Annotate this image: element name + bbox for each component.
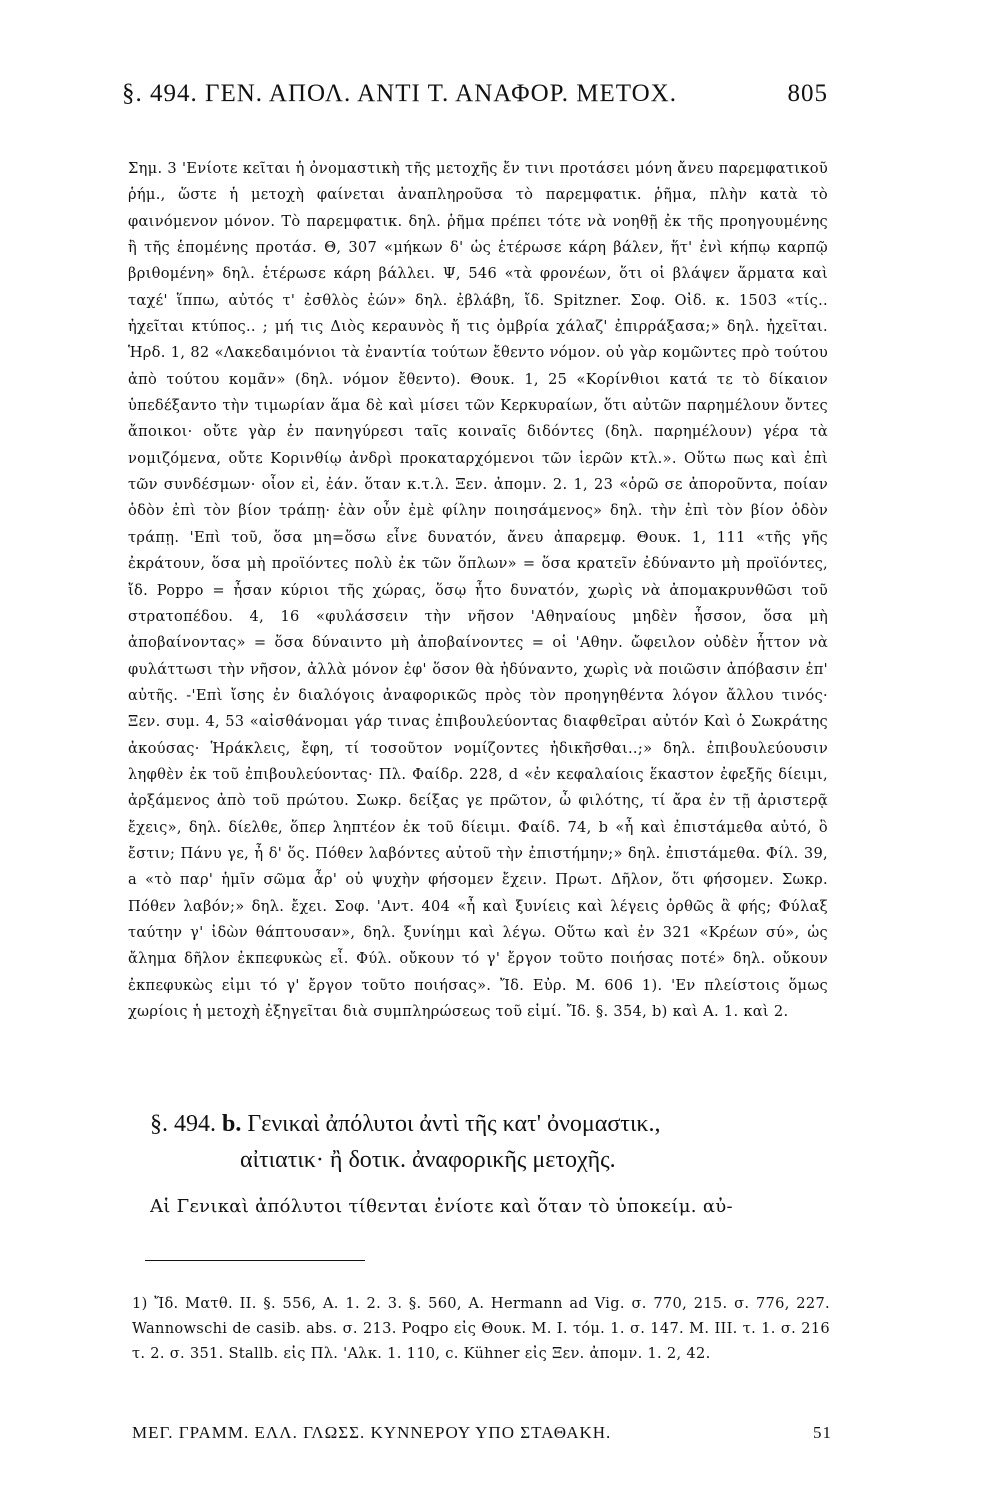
page-footer (132, 1423, 832, 1453)
section-letter: b. (222, 1111, 242, 1137)
section-title-part-2: αἰτιατικ· ἢ δοτικ. ἀναφορικῆς μετοχῆς. (240, 1147, 616, 1173)
running-header (122, 80, 828, 120)
signature-mark: 51 (813, 1423, 832, 1442)
page-number: 805 (787, 80, 828, 107)
section-heading (150, 1106, 830, 1178)
section-title-part-1: Γενικαὶ ἀπόλυτοι ἀντὶ τῆς κατ' ὀνομαστικ., (247, 1111, 661, 1137)
footnote-divider (145, 1260, 365, 1261)
section-number: §. 494. (150, 1111, 216, 1137)
running-title: §. 494. ΓΕΝ. ΑΠΟΛ. ΑΝΤΙ Τ. ΑΝΑΦΟΡ. ΜΕΤΟΧ. (122, 80, 677, 107)
note-paragraph: Σημ. 3 'Ενίοτε κεῖται ἡ ὀνομαστικὴ τῆς μετοχῆς ἔν τινι προτάσει μόνη ἄνευ παρεμφατικοῦ ῥήμ., ὥστε ἡ μετοχὴ φαίνεται ἀναπληροῦσα τὸ παρεμφατικ. ῥῆμα, πλὴν κατὰ τὸ φαινόμενον μόνον. Τὸ παρεμφατικ. δηλ. ῥῆμα πρέπει τότε νὰ νοηθῇ ἐκ τῆς προηγουμένης ἢ τῆς ἑπομένης προτάσ. Θ, 307 «μήκων δ' ὡς ἑτέρωσε κάρη βάλεν, ἥτ' ἐνὶ κήπῳ καρπῷ βριθομένη» δηλ. ἑτέρωσε κάρη βάλλει. Ψ, 546 «τὰ φρονέων, ὅτι οἱ βλάψεν ἅρματα καὶ ταχέ' ἵππω, αὐτός τ' ἐσθλὸς ἐών» δηλ. ἐβλάβη, ἴδ. Spitzner. Σοφ. Οἰδ. κ. 1503 «τίς.. ἠχεῖται κτύπος.. ; μή τις Διὸς κεραυνὸς ἤ τις ὀμβρία χάλαζ' ἐπιρράξασα;» δηλ. ἠχεῖται. Ἡρδ. 1, 82 «Λακεδαιμόνιοι τὰ ἐναντία τούτων ἔθεντο νόμον. οὐ γὰρ κομῶντες πρὸ τούτου ἀπὸ τούτου κομᾶν» (δηλ. νόμον ἔθεντο). Θουκ. 1, 25 «Κορίνθιοι κατά τε τὸ δίκαιον ὑπεδέξαντο τὴν τιμωρίαν ἅμα δὲ καὶ μίσει τῶν Κερκυραίων, ὅτι αὐτῶν παρημέλουν ὄντες ἄποικοι· οὔτε γὰρ ἐν πανηγύρεσι ταῖς κοιναῖς διδόντες (δηλ. παρημέλουν) γέρα τὰ νομιζόμενα, οὔτε Κορινθίῳ ἀνδρὶ προκαταρχόμενοι τῶν ἱερῶν κτλ.». Οὕτω πως καὶ ἐπὶ τῶν συνδέσμων· οἷον εἰ, ἐάν. ὅταν κ.τ.λ. Ξεν. ἀπομν. 2. 1, 23 «ὁρῶ σε ἀποροῦντα, ποίαν ὁδὸν ἐπὶ τὸν βίον τράπῃ· ἐὰν οὖν ἐμὲ φίλην ποιησάμενος» δηλ. τὴν ἐπὶ τὸν βίον ὁδὸν τράπῃ. 'Επὶ τοῦ, ὅσα μη=ὅσω εἶνε δυνατόν, ἄνευ ἀπαρεμφ. Θουκ. 1, 111 «τῆς γῆς ἐκράτουν, ὅσα μὴ προϊόντες πολὺ ἐκ τῶν ὅπλων» = ὅσα κρατεῖν ἐδύναντο μὴ προϊόντες, ἴδ. Poppo = ἦσαν κύριοι τῆς χώρας, ὅσῳ ἦτο δυνατόν, χωρὶς νὰ ἀπομακρυνθῶσι τοῦ στρατοπέδου. 4, 16 «φυλάσσειν τὴν νῆσον 'Αθηναίους μηδὲν ἧσσον, ὅσα μὴ ἀποβαίνοντας» = ὅσα δύναιντο μὴ ἀποβαίνοντες = οἱ 'Αθην. ὤφειλον οὐδὲν ἧττον νὰ φυλάττωσι τὴν νῆσον, ἀλλὰ μόνον ἐφ' ὅσον θὰ ἠδύναντο, χωρὶς νὰ ποιῶσιν ἀπόβασιν ἐπ' αὐτῆς. -'Επὶ ἴσης ἐν διαλόγοις ἀναφορικῶς πρὸς τὸν προηγηθέντα λόγον ἄλλου τινός· Ξεν. συμ. 4, 53 «αἰσθάνομαι γάρ τινας ἐπιβουλεύοντας διαφθεῖραι αὐτόν Καὶ ὁ Σωκράτης ἀκούσας· Ἡράκλεις, ἔφη, τί τοσοῦτον νομίζοντες ἠδικῆσθαι..;» δηλ. ἐπιβουλεύουσιν ληφθὲν ἐκ τοῦ ἐπιβουλεύοντας· Πλ. Φαίδρ. 228, d «ἐν κεφαλαίοις ἕκαστον ἐφεξῆς δίειμι, ἀρξάμενος ἀπὸ τοῦ πρώτου. Σωκρ. δείξας γε πρῶτον, ὦ φιλότης, τί ἄρα ἐν τῇ ἀριστερᾷ ἔχεις», δηλ. δίελθε, ὅπερ ληπτέον ἐκ τοῦ δίειμι. Φαίδ. 74, b «ἦ καὶ ἐπιστάμεθα αὐτό, ὃ ἔστιν; Πάνυ γε, ἦ δ' ὅς. Πόθεν λαβόντες αὐτοῦ τὴν ἐπιστήμην;» δηλ. ἐπιστάμεθα. Φίλ. 39, a «τὸ παρ' ἡμῖν σῶμα ἆρ' οὐ ψυχὴν φήσομεν ἔχειν. Πρωτ. Δῆλον, ὅτι φήσομεν. Σωκρ. Πόθεν λαβόν;» δηλ. ἔχει. Σοφ. 'Αντ. 404 «ἦ καὶ ξυνίεις καὶ λέγεις ὀρθῶς ἃ φής; Φύλαξ ταύτην γ' ἰδὼν θάπτουσαν», δηλ. ξυνίημι καὶ λέγω. Οὕτω καὶ ἐν 321 «Κρέων σύ», ὡς ἄλημα δῆλον ἐκπεφυκὼς εἶ. Φύλ. οὔκουν τό γ' ἔργον τοῦτο ποιήσας ποτέ» δηλ. οὔκουν ἐκπεφυκὼς εἰμι τό γ' ἔργον τοῦτο ποιήσας». Ἴδ. Εὐρ. Μ. 606 1). 'Εν πλείστοις ὅμως χωρίοις ἡ μετοχὴ ἐξηγεῖται διὰ συμπληρώσεως τοῦ εἰμί. Ἴδ. §. 354, b) καὶ Α. 1. καὶ 2. (128, 160, 828, 1020)
section-lead-sentence: Αἱ Γενικαὶ ἀπόλυτοι τίθενται ἐνίοτε καὶ ὅταν τὸ ὑποκείμ. αὐ- (150, 1196, 733, 1217)
publisher-line: ΜΕΓ. ΓΡΑΜΜ. ΕΛΛ. ΓΛΩΣΣ. ΚΥΝΝΕΡΟΥ ΥΠΟ ΣΤΑΘΑΚΗ. (132, 1423, 612, 1442)
main-text-block (128, 156, 828, 1025)
section-heading-line-1 (150, 1106, 830, 1142)
footnote-1: 1) Ἴδ. Ματθ. ΙΙ. §. 556, Α. 1. 2. 3. §. 560, Α. Hermann ad Vig. σ. 770, 215. σ. 776, 227. Wannowschi de casib. abs. σ. 213. Poqpo εἰς Θουκ. Μ. Ι. τόμ. 1. σ. 147. Μ. ΙΙΙ. τ. 1. σ. 216 τ. 2. σ. 351. Stallb. εἰς Πλ. 'Αλκ. 1. 110, c. Kühner εἰς Ξεν. ἀπομν. 1. 2, 42. (132, 1295, 830, 1362)
footnote-block (132, 1291, 830, 1366)
